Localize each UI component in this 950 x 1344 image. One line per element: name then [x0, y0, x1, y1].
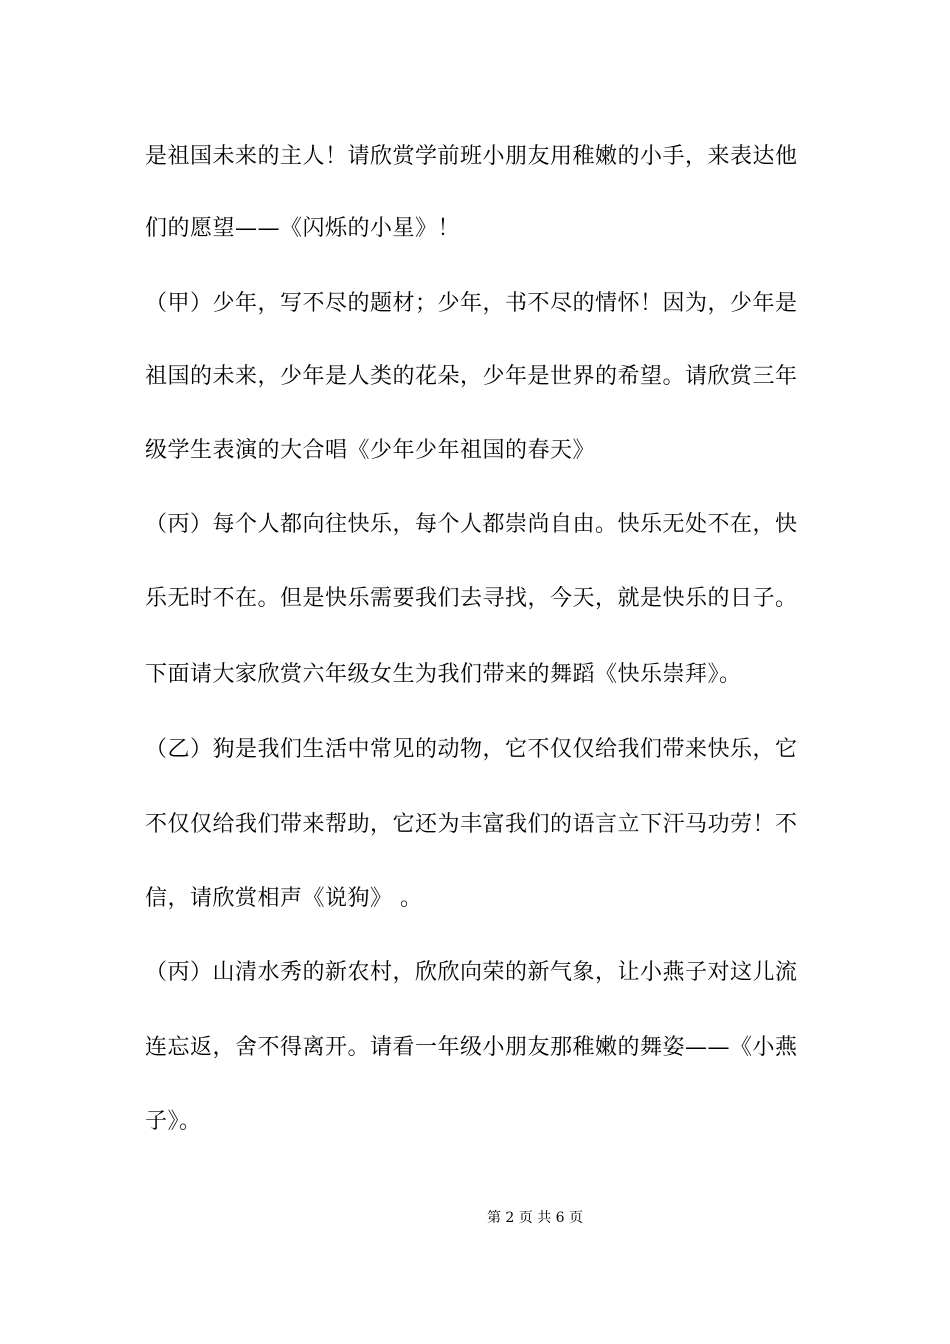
text-line: 不仅仅给我们带来帮助，它还为丰富我们的语言立下汗马功劳！不	[145, 812, 798, 837]
text-line: 级学生表演的大合唱《少年少年祖国的春天》	[145, 438, 596, 463]
text-line: 是祖国未来的主人！请欣赏学前班小朋友用稚嫩的小手，来表达他	[145, 144, 798, 169]
text-line: （丙）山清水秀的新农村，欣欣向荣的新气象，让小燕子对这儿流	[145, 960, 798, 985]
text-line: 子》。	[145, 1109, 202, 1134]
text-line: 祖国的未来，少年是人类的花朵，少年是世界的希望。请欣赏三年	[145, 364, 798, 389]
text-line: 乐无时不在。但是快乐需要我们去寻找，今天，就是快乐的日子。	[145, 586, 798, 611]
text-line: 连忘返，舍不得离开。请看一年级小朋友那稚嫩的舞姿——《小燕	[145, 1035, 798, 1060]
page-number-footer: 第 2 页 共 6 页	[486, 1210, 584, 1226]
text-line: 信，请欣赏相声《说狗》 。	[145, 886, 423, 911]
text-line: 们的愿望——《闪烁的小星》！	[145, 216, 461, 241]
text-line: （乙）狗是我们生活中常见的动物，它不仅仅给我们带来快乐，它	[145, 737, 798, 762]
text-line: （甲）少年，写不尽的题材；少年，书不尽的情怀！因为，少年是	[145, 291, 798, 316]
text-line: 下面请大家欣赏六年级女生为我们带来的舞蹈《快乐崇拜》。	[145, 662, 742, 687]
text-line: （丙）每个人都向往快乐，每个人都崇尚自由。快乐无处不在，快	[145, 512, 798, 537]
